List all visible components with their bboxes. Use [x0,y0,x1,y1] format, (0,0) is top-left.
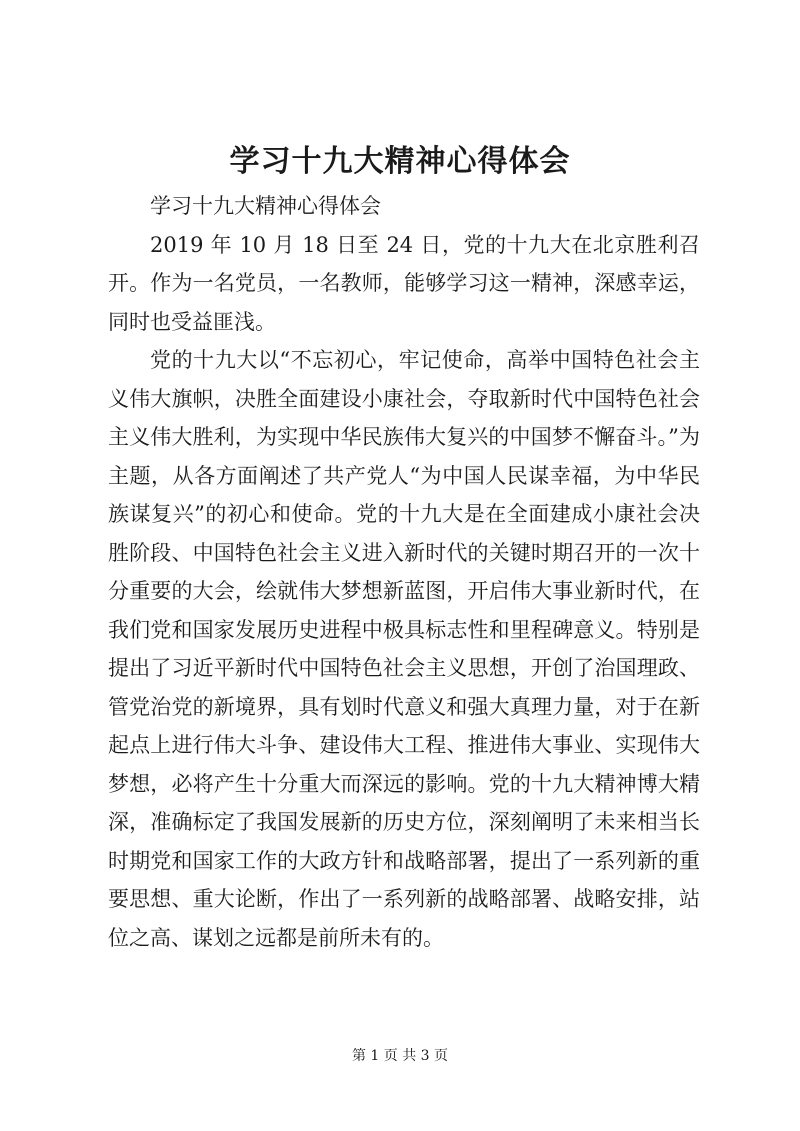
paragraph-main: 党的十九大以“不忘初心，牢记使命，高举中国特色社会主义伟大旗帜，决胜全面建设小康社会，夺取新时代中国特色社会主义伟大胜利，为实现中华民族伟大复兴的中国梦不懈奋斗。”为主题，从各方面阐述了共产党人“为中国人民谋幸福，为中华民族谋复兴”的初心和使命。党的十九大是在全面建成小康社会决胜阶段、中国特色社会主义进入新时代的关键时期召开的一次十分重要的大会，绘就伟大梦想新蓝图，开启伟大事业新时代，在我们党和国家发展历史进程中极具标志性和里程碑意义。特别是提出了习近平新时代中国特色社会主义思想，开创了治国理政、管党治党的新境界，具有划时代意义和强大真理力量，对于在新起点上进行伟大斗争、建设伟大工程、推进伟大事业、实现伟大梦想，必将产生十分重大而深远的影响。党的十九大精神博大精深，准确标定了我国发展新的历史方位，深刻阐明了未来相当长时期党和国家工作的大政方针和战略部署，提出了一系列新的重要思想、重大论断，作出了一系列新的战略部署、战略安排，站位之高、谋划之远都是前所未有的。 [108,348,700,950]
page-number-footer: 第 1 页 共 3 页 [351,1048,449,1064]
paragraph-intro: 2019 年 10 月 18 日至 24 日，党的十九大在北京胜利召开。作为一名党员，一名教师，能够学习这一精神，深感幸运，同时也受益匪浅。 [108,232,700,334]
document-body [108,187,700,957]
paragraph-subtitle: 学习十九大精神心得体会 [150,194,381,218]
document-title: 学习十九大精神心得体会 [229,144,571,179]
